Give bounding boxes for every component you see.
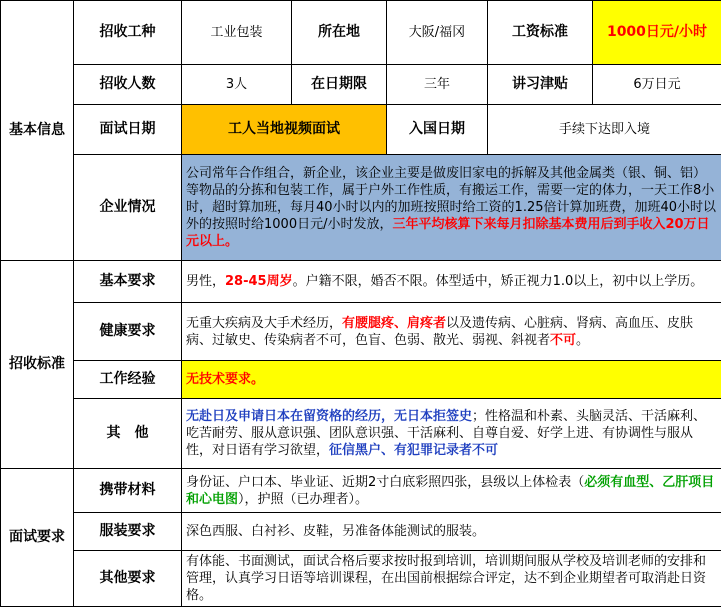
job-type-value: 工业包装 bbox=[182, 1, 292, 65]
allowance-value: 6万日元 bbox=[593, 65, 721, 105]
location-label: 所在地 bbox=[292, 1, 387, 65]
company-income-emphasis: 三年平均核算下来每月扣除基本费用后到手收入20万日元以上。 bbox=[186, 217, 710, 249]
term-value: 三年 bbox=[387, 65, 488, 105]
materials-text bbox=[182, 469, 721, 513]
other-criteria-label: 其 他 bbox=[74, 399, 182, 469]
section-interview: 面试要求 bbox=[1, 469, 74, 607]
salary-label: 工资标准 bbox=[488, 1, 593, 65]
basic-req-c: 。户籍不限，婚否不限。体型适中，矫正视力1.0以上，初中以上学历。 bbox=[293, 274, 704, 289]
row-interview-date bbox=[1, 105, 721, 155]
health-e: 。 bbox=[576, 333, 589, 348]
headcount-label: 招收人数 bbox=[74, 65, 182, 105]
row-experience bbox=[1, 361, 721, 399]
job-type-label: 招收工种 bbox=[74, 1, 182, 65]
other-criteria-a: 无赴日及申请日本在留资格的经历，无日本拒签史 bbox=[186, 409, 472, 424]
section-criteria: 招收标准 bbox=[1, 261, 74, 469]
health-not-allowed: 不可 bbox=[550, 333, 576, 348]
dress-label: 服装要求 bbox=[74, 513, 182, 551]
interview-date-value: 工人当地视频面试 bbox=[182, 105, 387, 155]
materials-a: 身份证、户口本、毕业证、近期2寸白底彩照四张，县级以上体检表（ bbox=[186, 475, 584, 490]
health-label: 健康要求 bbox=[74, 303, 182, 361]
headcount-value: 3人 bbox=[182, 65, 292, 105]
other-criteria-c: 征信黑户、有犯罪记录者不可 bbox=[329, 443, 498, 458]
dress-text: 深色西服、白衬衫、皮鞋，另准备体能测试的服装。 bbox=[182, 513, 721, 551]
row-job bbox=[1, 1, 721, 65]
age-range: 28-45周岁 bbox=[225, 274, 293, 289]
section-basic-info: 基本信息 bbox=[1, 1, 74, 261]
company-description bbox=[182, 155, 721, 261]
company-text: 公司常年合作组合，新企业，该企业主要是做废旧家电的拆解及其他金属类（银、铜、铝）等物品的分拣和包装工作，属于户外工作性质，有搬运工作，需要一定的体力，一天工作8小时，超时算加班，每月40小时以内的加班按照时给工资的1.25倍计算加班费，加班40小时以外的按照时给1000日元/小时发放， bbox=[186, 166, 716, 232]
row-health bbox=[1, 303, 721, 361]
row-materials bbox=[1, 469, 721, 513]
other-interview-label: 其他要求 bbox=[74, 551, 182, 607]
other-criteria-b: ；性格温和朴素、头脑灵活、干活麻利、吃苦耐劳、服从意识强、团队意识强、干活麻利、自尊自爱、好学上进、有协调性与服从性，对日语有学习欲望， bbox=[186, 409, 706, 458]
entry-date-label: 入国日期 bbox=[387, 105, 488, 155]
entry-date-value: 手续下达即入境 bbox=[488, 105, 721, 155]
row-basic-req bbox=[1, 261, 721, 303]
location-value: 大阪/福冈 bbox=[387, 1, 488, 65]
materials-label: 携带材料 bbox=[74, 469, 182, 513]
other-interview-text: 有体能、书面测试，面试合格后要求按时报到培训，培训期间服从学校及培训老师的安排和管理，认真学习日语等培训课程，在出国前根据综合评定，达不到企业期望者可取消赴日资格。 bbox=[182, 551, 721, 607]
health-exclusion: 有腰腿疼、肩疼者 bbox=[342, 316, 446, 331]
allowance-label: 讲习津贴 bbox=[488, 65, 593, 105]
row-company bbox=[1, 155, 721, 261]
basic-req-text bbox=[182, 261, 721, 303]
row-dress bbox=[1, 513, 721, 551]
basic-req-label: 基本要求 bbox=[74, 261, 182, 303]
experience-label: 工作经验 bbox=[74, 361, 182, 399]
term-label: 在日期限 bbox=[292, 65, 387, 105]
health-text bbox=[182, 303, 721, 361]
interview-date-label: 面试日期 bbox=[74, 105, 182, 155]
materials-medical: 必须有血型、乙肝项目和心电图 bbox=[186, 475, 714, 507]
salary-value: 1000日元/小时 bbox=[593, 1, 721, 65]
row-other-interview bbox=[1, 551, 721, 607]
row-headcount bbox=[1, 65, 721, 105]
experience-value: 无技术要求。 bbox=[182, 361, 721, 399]
health-c: 以及遗传病、心脏病、肾病、高血压、皮肤病、过敏史、传染病者不可，色盲、色弱、散光、弱视、斜视者 bbox=[186, 316, 693, 348]
row-other-criteria bbox=[1, 399, 721, 469]
company-label: 企业情况 bbox=[74, 155, 182, 261]
basic-req-a: 男性， bbox=[186, 274, 225, 289]
health-a: 无重大疾病及大手术经历， bbox=[186, 316, 342, 331]
materials-c: ），护照（已办理者）。 bbox=[238, 492, 368, 507]
other-criteria-text bbox=[182, 399, 721, 469]
